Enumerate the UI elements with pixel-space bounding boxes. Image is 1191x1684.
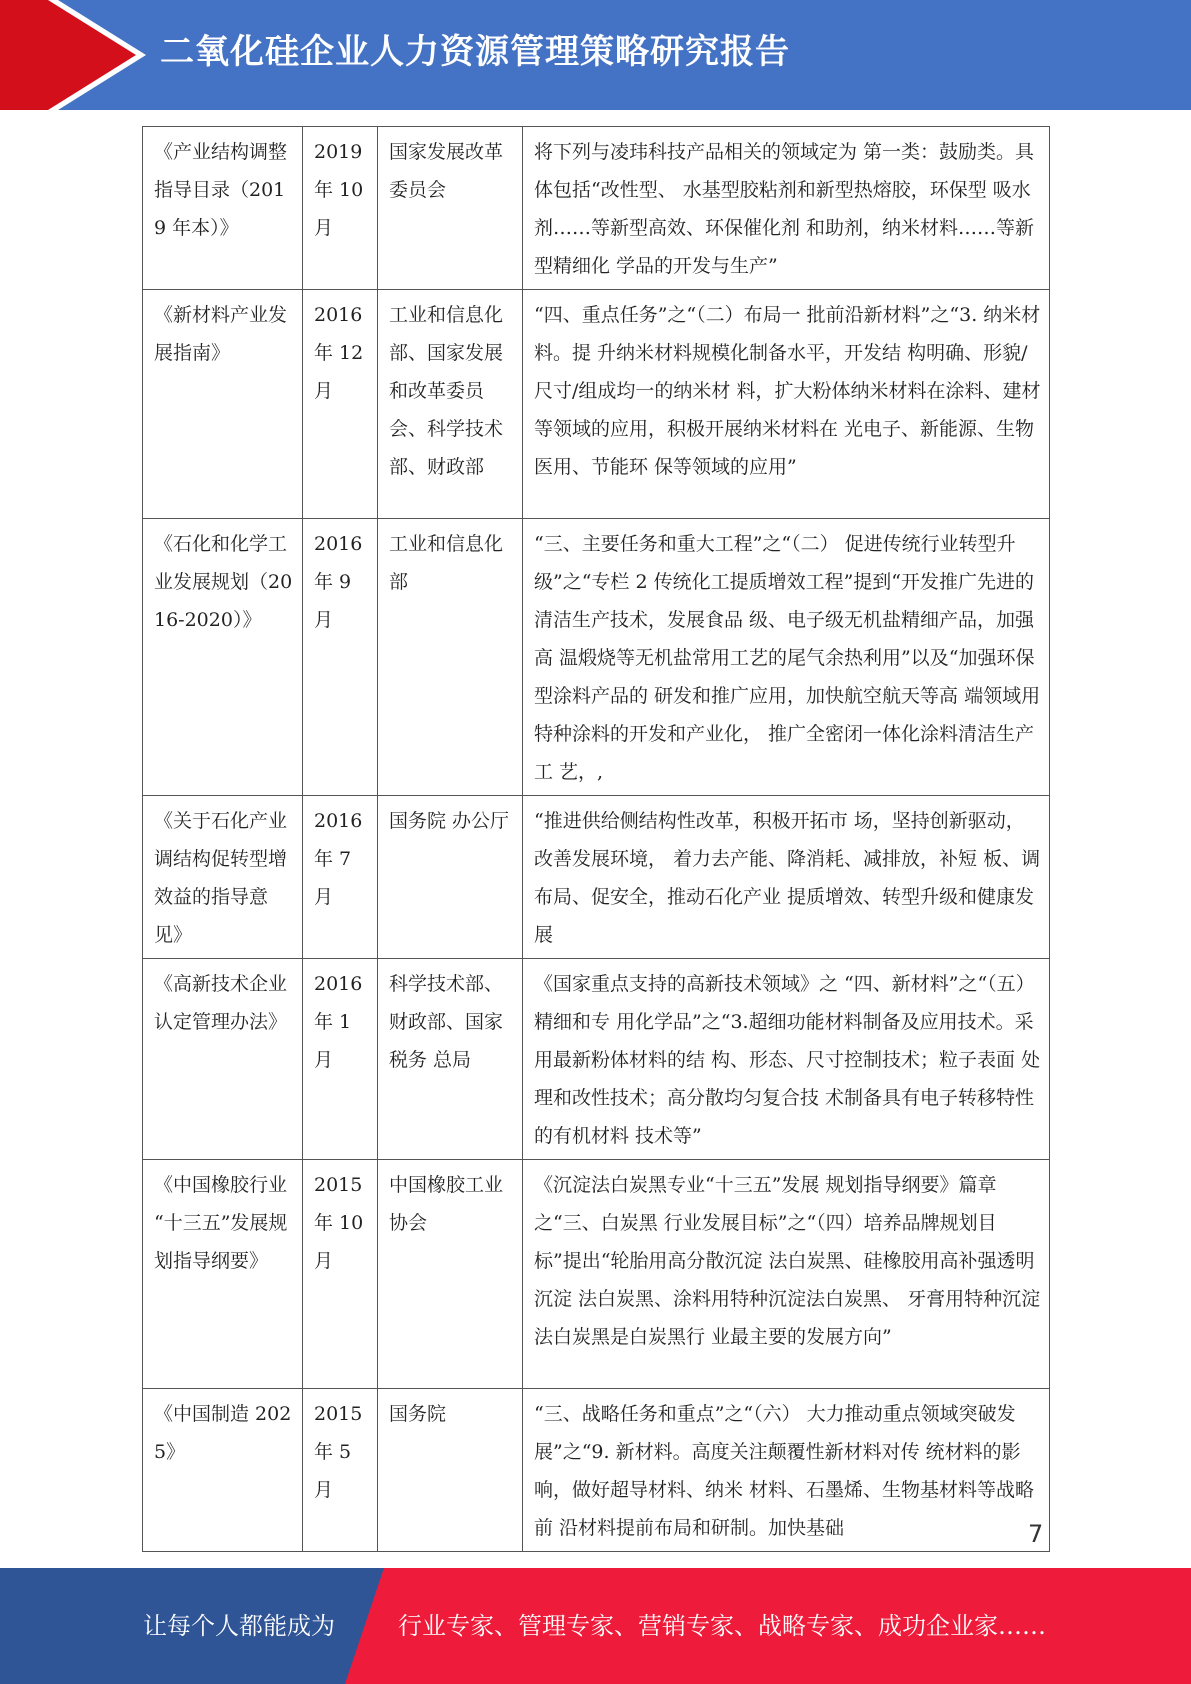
- policy-issuer: 工业和信息化 部、国家发展 和改革委员 会、科学技术 部、财政部: [378, 290, 523, 519]
- policy-content: 《国家重点支持的高新技术领域》之 “四、新材料”之“（五）精细和专 用化学品”之“3.超细功能材料制备及应用技术。采用最新粉体材料的结 构、形态、尺寸控制技术；粒子表面 处理和改性技术；高分散均匀复合技 术制备具有电子转移特性的有机材料 技术等”: [523, 959, 1050, 1160]
- table-row: [143, 290, 1050, 519]
- table-row: [143, 1389, 1050, 1552]
- policy-date: 2016 年 9 月: [303, 519, 378, 796]
- policy-content: “三、主要任务和重大工程”之“（二） 促进传统行业转型升级”之“专栏 2 传统化工提质增效工程”提到“开发推广先进的清洁生产技术，发展食品 级、电子级无机盐精细产品，加强高 温煅烧等无机盐常用工艺的尾气余热利用”以及“加强环保型涂料产品的 研发和推广应用，加快航空航天等高 端领域用特种涂料的开发和产业化， 推广全密闭一体化涂料清洁生产工 艺，,: [523, 519, 1050, 796]
- policy-issuer: 科学技术部、 财政部、国家 税务 总局: [378, 959, 523, 1160]
- table-row: [143, 127, 1050, 290]
- policy-issuer: 国务院 办公厅: [378, 796, 523, 959]
- page-header: [0, 0, 1191, 110]
- policy-name: 《中国制造 2025》: [143, 1389, 303, 1552]
- policy-name: 《产业结构调整 指导目录（2019 年本）》: [143, 127, 303, 290]
- policy-date: 2015 年 10 月: [303, 1160, 378, 1389]
- policy-issuer: 中国橡胶工业 协会: [378, 1160, 523, 1389]
- policy-date: 2015 年 5 月: [303, 1389, 378, 1552]
- policy-content: “三、战略任务和重点”之“（六） 大力推动重点领域突破发展”之“9. 新材料。高度关注颠覆性新材料对传 统材料的影响，做好超导材料、纳米 材料、石墨烯、生物基材料等战略前 沿材料提前布局和研制。加快基础: [523, 1389, 1050, 1552]
- table-row: [143, 796, 1050, 959]
- policy-name: 《石化和化学工 业发展规划（2016-2020）》: [143, 519, 303, 796]
- table-row: [143, 959, 1050, 1160]
- policy-date: 2016 年 12 月: [303, 290, 378, 519]
- policy-date: 2016 年 1 月: [303, 959, 378, 1160]
- footer-slogan-right: 行业专家、管理专家、营销专家、战略专家、成功企业家……: [398, 1612, 1046, 1640]
- policy-name: 《关于石化产业 调结构促转型增 效益的指导意见》: [143, 796, 303, 959]
- page-number: 7: [1028, 1520, 1044, 1548]
- policy-table: [142, 126, 1050, 1552]
- page-title: 二氧化硅企业人力资源管理策略研究报告: [160, 32, 790, 72]
- policy-name: 《新材料产业发 展指南》: [143, 290, 303, 519]
- page-footer: [0, 1568, 1191, 1684]
- table-row: [143, 1160, 1050, 1389]
- policy-date: 2016 年 7 月: [303, 796, 378, 959]
- policy-date: 2019 年 10 月: [303, 127, 378, 290]
- header-arrow-decoration: [0, 0, 160, 110]
- policy-issuer: 国家发展改革 委员会: [378, 127, 523, 290]
- footer-slogan-left: 让每个人都能成为: [143, 1612, 335, 1640]
- policy-name: 《中国橡胶行业 “十三五”发展规划指导纲要》: [143, 1160, 303, 1389]
- policy-issuer: 国务院: [378, 1389, 523, 1552]
- policy-content: 《沉淀法白炭黑专业“十三五”发展 规划指导纲要》篇章之“三、白炭黑 行业发展目标”之“（四）培养品牌规划目标”提出“轮胎用高分散沉淀 法白炭黑、硅橡胶用高补强透明沉淀 法白炭黑、涂料用特种沉淀法白炭黑、 牙膏用特种沉淀法白炭黑是白炭黑行 业最主要的发展方向”: [523, 1160, 1050, 1389]
- table-row: [143, 519, 1050, 796]
- policy-content: 将下列与凌玮科技产品相关的领域定为 第一类：鼓励类。具体包括“改性型、 水基型胶粘剂和新型热熔胶，环保型 吸水剂……等新型高效、环保催化剂 和助剂，纳米材料……等新型精细化 学品的开发与生产”: [523, 127, 1050, 290]
- policy-name: 《高新技术企业 认定管理办法》: [143, 959, 303, 1160]
- policy-content: “四、重点任务”之“（二）布局一 批前沿新材料”之“3. 纳米材料。提 升纳米材料规模化制备水平，开发结 构明确、形貌/尺寸/组成均一的纳米材 料，扩大粉体纳米材料在涂料、建材 等领域的应用，积极开展纳米材料在 光电子、新能源、生物医用、节能环 保等领域的应用”: [523, 290, 1050, 519]
- policy-issuer: 工业和信息化 部: [378, 519, 523, 796]
- policy-content: “推进供给侧结构性改革，积极开拓市 场，坚持创新驱动，改善发展环境， 着力去产能、降消耗、减排放，补短 板、调布局、促安全，推动石化产业 提质增效、转型升级和健康发展: [523, 796, 1050, 959]
